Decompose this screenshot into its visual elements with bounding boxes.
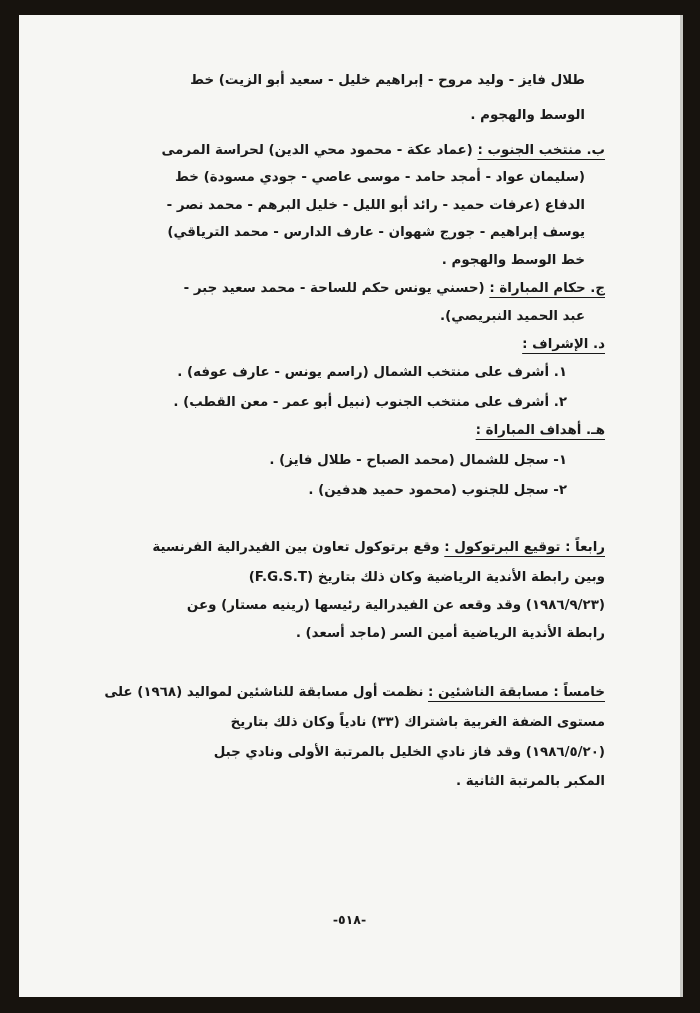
- text-line: يوسف إبراهيم - جورج شهوان - عارف الدارس - محمد الترياقي): [167, 225, 585, 240]
- text-line: رابطة الأندية الرياضية أمين السر (ماجد أسعد) .: [295, 626, 605, 641]
- text-line: مستوى الضفة الغربية باشتراك (٣٣) نادياً وكان ذلك بتاريخ: [230, 715, 605, 730]
- text-line: ١. أشرف على منتخب الشمال (راسم يونس - عارف عوفه) .: [177, 365, 567, 380]
- section-label: خامساً : مسابقة الناشئين :: [428, 685, 605, 700]
- text-line: رابعاً : توقيع البرتوكول : وقع برتوكول تعاون بين الفيدرالية الفرنسية: [152, 540, 605, 555]
- text-line: الوسط والهجوم .: [470, 108, 585, 123]
- text-line: (١٩٨٦/٥/٢٠) وقد فاز نادي الخليل بالمرتبة الأولى ونادي جبل: [213, 745, 605, 760]
- text-line: [476, 423, 605, 438]
- text-line: ج. حكام المباراة : (حسني يونس حكم للساحة - محمد سعيد جبر -: [183, 281, 605, 296]
- section-label: ج. حكام المباراة :: [489, 281, 605, 296]
- section-label: ب. منتخب الجنوب :: [477, 143, 605, 158]
- text-line: خامساً : مسابقة الناشئين : نظمت أول مسابقة للناشئين لمواليد (١٩٦٨) على: [104, 685, 605, 700]
- text-line: [522, 337, 605, 352]
- section-label: د. الإشراف :: [522, 337, 605, 352]
- text-line: ب. منتخب الجنوب : (عماد عكة - محمود محي الدين) لحراسة المرمى: [161, 143, 605, 158]
- page-number: -٥١٨-: [332, 912, 367, 927]
- text-line: ٢- سجل للجنوب (محمود حميد هدفين) .: [308, 483, 567, 498]
- section-label: رابعاً : توقيع البرتوكول :: [444, 540, 605, 555]
- text-line: (F.G.S.T) وبين رابطة الأندية الرياضية وكان ذلك بتاريخ: [248, 570, 605, 585]
- text-line: الدفاع (عرفات حميد - رائد أبو الليل - خليل البرهم - محمد نصر -: [166, 198, 585, 213]
- text-line: عبد الحميد النبريصي).: [440, 309, 585, 324]
- section-label: هـ. أهداف المباراة :: [475, 423, 605, 438]
- document-body: [19, 15, 680, 997]
- text-line: طلال فايز - وليد مروح - إبراهيم خليل - سعيد أبو الزيت) خط: [190, 73, 585, 88]
- text-line: (سليمان عواد - أمجد حامد - موسى عاصي - جودي مسودة) خط: [174, 170, 585, 185]
- document-page: [19, 15, 683, 997]
- text-line: خط الوسط والهجوم .: [441, 253, 585, 268]
- text-line: ١- سجل للشمال (محمد الصباح - طلال فايز) .: [269, 453, 567, 468]
- text-line: ٢. أشرف على منتخب الجنوب (نبيل أبو عمر - معن القطب) .: [173, 395, 567, 410]
- text-line: المكبر بالمرتبة الثانية .: [456, 774, 605, 789]
- text-line: (١٩٨٦/٩/٢٣) وقد وقعه عن الفيدرالية رئيسها (رينيه مستار) وعن: [186, 598, 605, 613]
